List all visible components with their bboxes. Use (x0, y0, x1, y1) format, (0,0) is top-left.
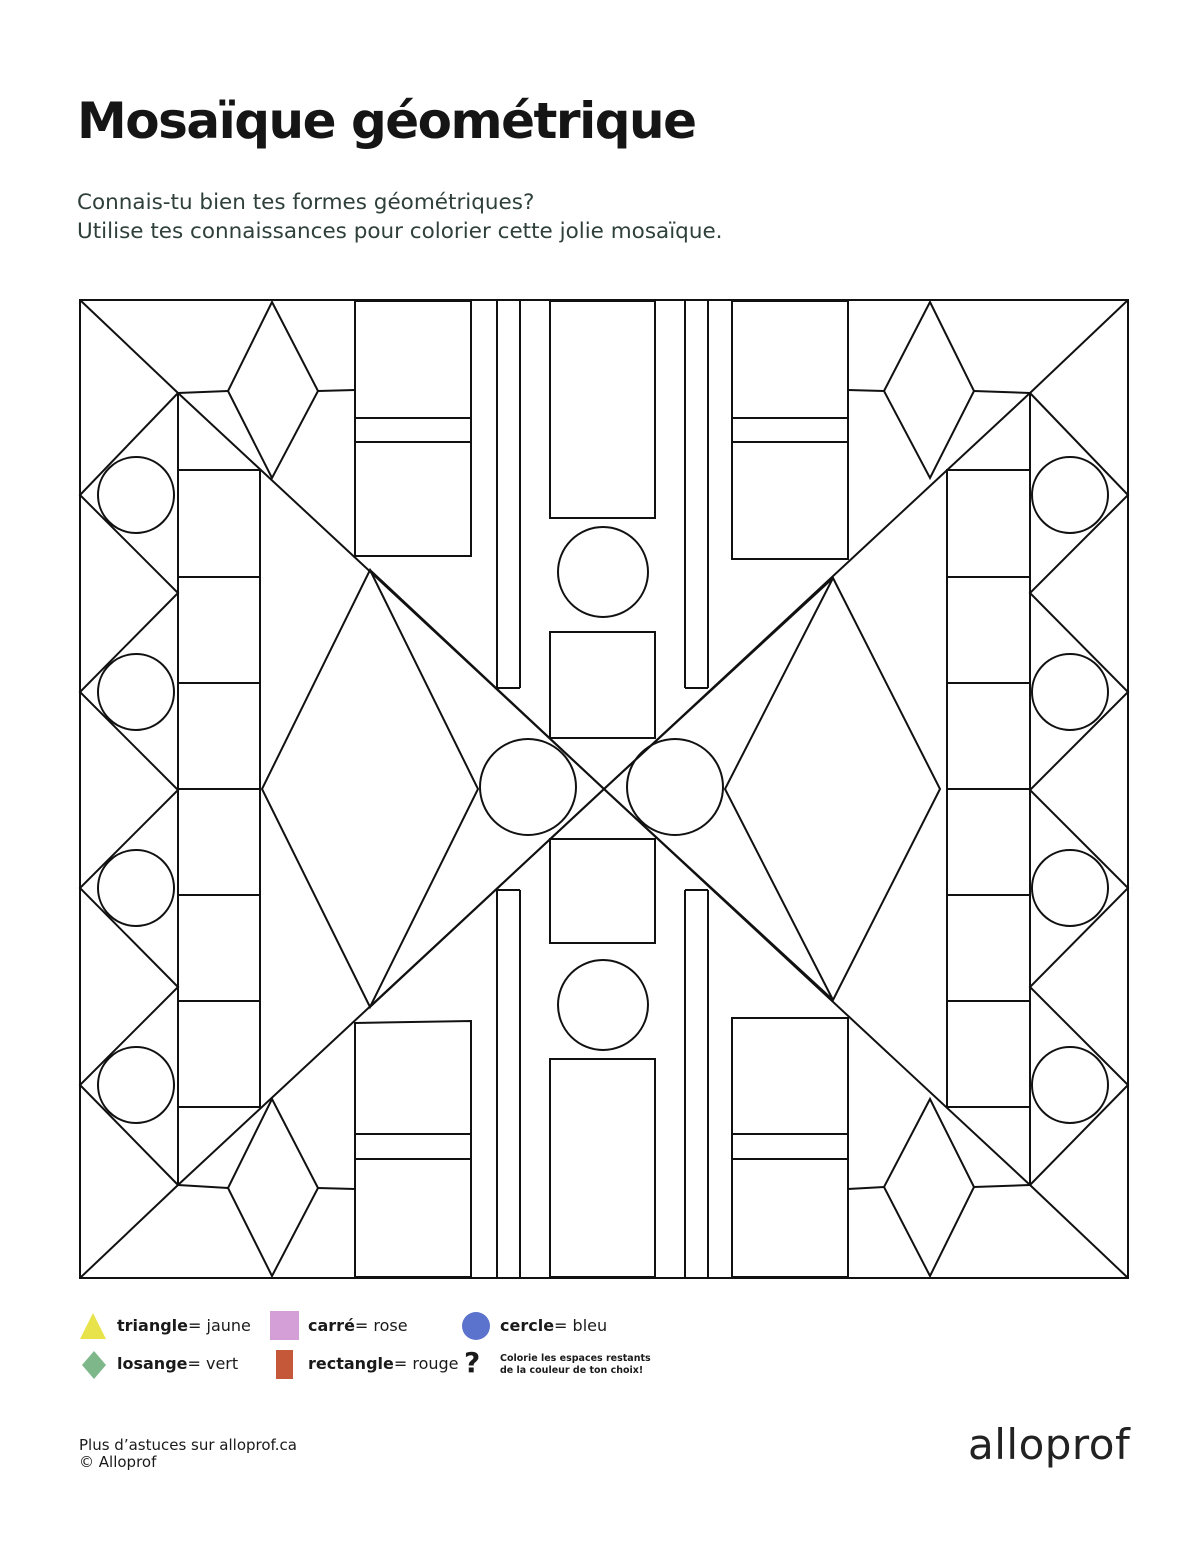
legend-triangle-color: = jaune (188, 1316, 251, 1335)
legend-triangle-term: triangle (117, 1316, 188, 1335)
legend-other-line-1: Colorie les espaces restants (500, 1353, 651, 1364)
center-column-circle (558, 960, 648, 1050)
legend-cercle-color: = bleu (554, 1316, 608, 1335)
top-left-edge (178, 391, 228, 393)
block-rect (732, 442, 848, 559)
footer-link-text[interactable]: Plus d’astuces sur alloprof.ca (79, 1436, 297, 1454)
footer (79, 1437, 297, 1471)
small-diamond (884, 1099, 974, 1276)
small-diamond (884, 302, 974, 478)
block-rect (355, 1021, 471, 1134)
legend-losange-color: = vert (187, 1354, 239, 1373)
page-title: Mosaïque géométrique (77, 92, 696, 150)
large-diamond (262, 570, 478, 1007)
block-rect (732, 1018, 848, 1134)
legend-cercle-term: cercle (500, 1316, 555, 1335)
corner-diagonal (1030, 300, 1128, 393)
center-rect (550, 1059, 655, 1277)
legend-carre-color: = rose (354, 1316, 408, 1335)
block-rect (732, 1159, 848, 1277)
center-rect (550, 301, 655, 518)
alloprof-logo[interactable]: alloprof (968, 1420, 1131, 1469)
center-circle (627, 739, 723, 835)
legend-other-line-2: de la couleur de ton choix! (500, 1365, 644, 1376)
instructions-line-1: Connais-tu bien tes formes géométriques? (77, 190, 535, 215)
corner-diagonal (80, 300, 178, 393)
center-square (550, 839, 655, 943)
legend-rectangle-term: rectangle (308, 1354, 394, 1373)
top-left-edge (318, 390, 355, 391)
center-square (550, 632, 655, 738)
bottom-left-edge (318, 1188, 355, 1189)
instructions-line-2: Utilise tes connaissances pour colorier cette jolie mosaïque. (77, 219, 723, 244)
large-diamond (725, 578, 940, 1000)
fan-line (604, 789, 833, 1000)
bottom-right-edge (848, 1187, 884, 1189)
bottom-left-edge (178, 1185, 228, 1188)
block-rect (355, 418, 471, 442)
top-right-edge (848, 390, 884, 391)
block-rect (355, 1159, 471, 1277)
left-zigzag (80, 393, 178, 1185)
footer-copyright: © Alloprof (79, 1453, 157, 1471)
legend-carre-term: carré (308, 1316, 355, 1335)
block-rect (355, 442, 471, 556)
side-circle (1032, 850, 1108, 926)
legend-losange-term: losange (117, 1354, 188, 1373)
center-column-circle (558, 527, 648, 617)
center-circle (480, 739, 576, 835)
side-circle (1032, 654, 1108, 730)
question-mark-icon: ? (464, 1346, 481, 1379)
top-right-edge (974, 391, 1030, 393)
side-circle (98, 850, 174, 926)
legend-rectangle-color: = rouge (393, 1354, 459, 1373)
corner-diagonal (1030, 1185, 1128, 1278)
block-rect (732, 418, 848, 442)
bottom-right-edge (974, 1185, 1030, 1187)
block-rect (355, 301, 471, 418)
block-rect (732, 301, 848, 418)
block-rect (355, 1134, 471, 1159)
side-circle (98, 654, 174, 730)
side-circle (98, 1047, 174, 1123)
block-rect (732, 1134, 848, 1159)
side-circle (98, 457, 174, 533)
side-circle (1032, 1047, 1108, 1123)
right-zigzag (1030, 393, 1128, 1185)
corner-diagonal (80, 1185, 178, 1278)
side-circle (1032, 457, 1108, 533)
